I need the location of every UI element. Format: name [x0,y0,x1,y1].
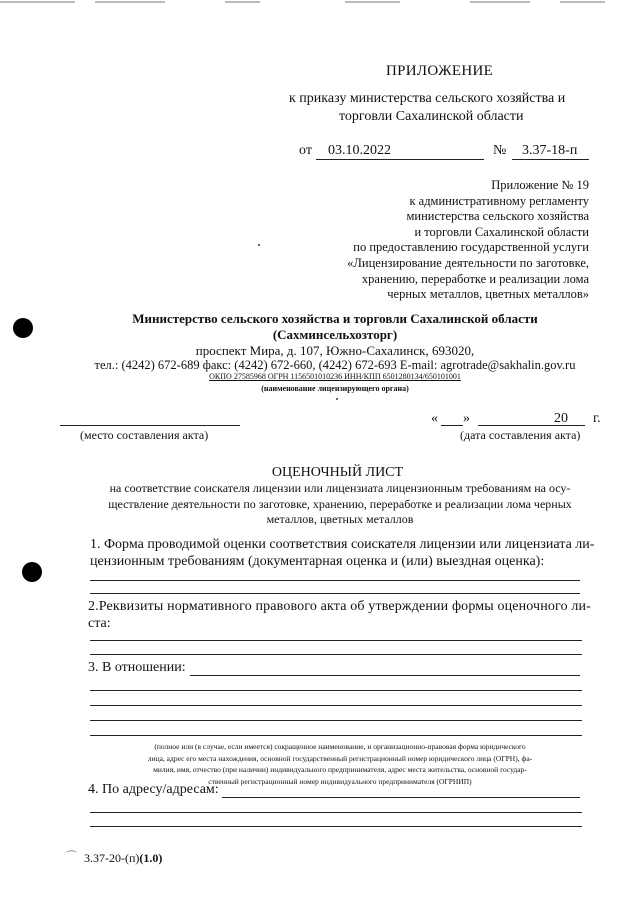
organ-address: проспект Мира, д. 107, Южно-Сахалинск, 693020, [195,343,475,358]
section3-label: 3. В отношении: [88,660,186,675]
section3-answer-line[interactable] [90,720,582,721]
act-day-line [441,425,463,426]
reglament-line: по предоставлению государственной услуги [353,240,589,255]
section3-answer-line[interactable] [90,705,582,706]
order-number: 3.37-18-п [522,143,578,158]
reglament-line: черных металлов, цветных металлов» [387,287,589,302]
section1-text-line1: 1. Форма проводимой оценки соответствия соискателя лицензии или лицензиата ли- [90,537,595,552]
footer-tick-mark: ⌒ [66,851,77,863]
section1-answer-line[interactable] [90,580,580,581]
scan-speck [336,398,338,400]
organ-contacts: тел.: (4242) 672-689 факс: (4242) 672-660, (4242) 672-693 E-mail: agrotrade@sakhalin.gov.ru [94,358,576,372]
sheet-title: ОЦЕНОЧНЫЙ ЛИСТ [271,465,404,480]
section3-answer-line[interactable] [90,735,582,736]
order-number-label: № [493,143,507,158]
section4-answer-line[interactable] [90,826,582,827]
sheet-subtitle-line: металлов, цветных металлов [266,512,414,526]
reglament-line: к административному регламенту [409,193,589,208]
act-date-quote-close: » [463,411,470,426]
reglament-line: хранению, переработке и реализации лома [361,271,589,286]
sheet-subtitle [75,481,605,528]
act-place-caption: (место составления акта) [80,428,209,442]
act-year: 20 [554,411,568,426]
sheet-subtitle-line: ществление деятельности по заготовке, хранению, переработке и реализации лома черных [108,496,572,511]
footer-code-prefix: 3.37-20-(п) [84,851,140,865]
footer-document-code [84,851,162,866]
section3-caption-line: милия, имя, отчество (при наличии) индивидуального предпринимателя, адрес места жительства, основной государ- [153,765,527,775]
order-date-underline [316,159,484,160]
section2-answer-line[interactable] [90,654,582,655]
organ-name-line2: (Сахминсельхозторг) [272,327,398,342]
reglament-line: министерства сельского хозяйства [406,209,589,224]
section2-answer-line[interactable] [90,640,582,641]
section3-caption-line: лица, адрес его места нахождения, основной государственный регистрационный номер юридического лица (ОГРН), фа- [147,753,533,763]
section4-label: 4. По адресу/адресам: [88,782,219,797]
act-place-line [60,425,240,426]
section4-answer-line[interactable] [222,797,580,798]
section2-text-line1: 2.Реквизиты нормативного правового акта об утверждении формы оценочного ли- [88,599,591,614]
organ-caption: (наименование лицензирующего органа) [261,384,409,393]
act-month-line [478,425,552,426]
reglament-line: «Лицензирование деятельности по заготовке, [347,255,589,270]
act-year-suffix: г. [593,411,601,426]
reglament-line: и торговли Сахалинской области [414,224,589,239]
section3-answer-line[interactable] [190,675,580,676]
scan-edge-strip [0,0,635,5]
act-year-line [552,425,585,426]
appendix-order-line1: к приказу министерства сельского хозяйства и [289,91,566,106]
appendix-order-line2: торговли Сахалинской области [339,109,524,124]
footer-code-suffix: (1.0) [139,851,163,865]
punch-hole-bottom [22,562,42,582]
act-date-quote-open: « [431,411,438,426]
reglament-line: Приложение № 19 [491,178,589,192]
scan-speck [258,244,260,246]
section1-text-line2: цензионным требованиям (документарная оценка и (или) выездная оценка): [90,554,545,569]
organ-name-line1: Министерство сельского хозяйства и торговли Сахалинской области [132,311,538,326]
sheet-subtitle-line: на соответствие соискателя лицензии или лицензиата лицензионным требованиям на осу- [109,481,571,495]
section2-text-line2: ста: [88,616,111,631]
order-number-underline [512,159,589,160]
section3-caption-line: ственный регистрационный номер индивидуального предпринимателя (ОГРНИП) [208,776,472,786]
organ-codes: ОКПО 27585968 ОГРН 1156501010236 ИНН/КПП 6501280134/650101001 [209,372,461,381]
section3-caption [70,741,610,787]
punch-hole-top [13,318,33,338]
section4-answer-line[interactable] [90,812,582,813]
order-date: 03.10.2022 [328,143,391,158]
section3-caption-line: (полное или (в случае, если имеется) сокращенное наименование, и организационно-правовая форма юридического [154,742,526,751]
appendix-title: ПРИЛОЖЕНИЕ [386,63,494,79]
act-date-caption: (дата составления акта) [460,428,581,442]
section3-answer-line[interactable] [90,690,582,691]
section1-answer-line[interactable] [90,593,580,594]
reglament-block [269,178,589,303]
order-from-label: от [299,143,312,158]
